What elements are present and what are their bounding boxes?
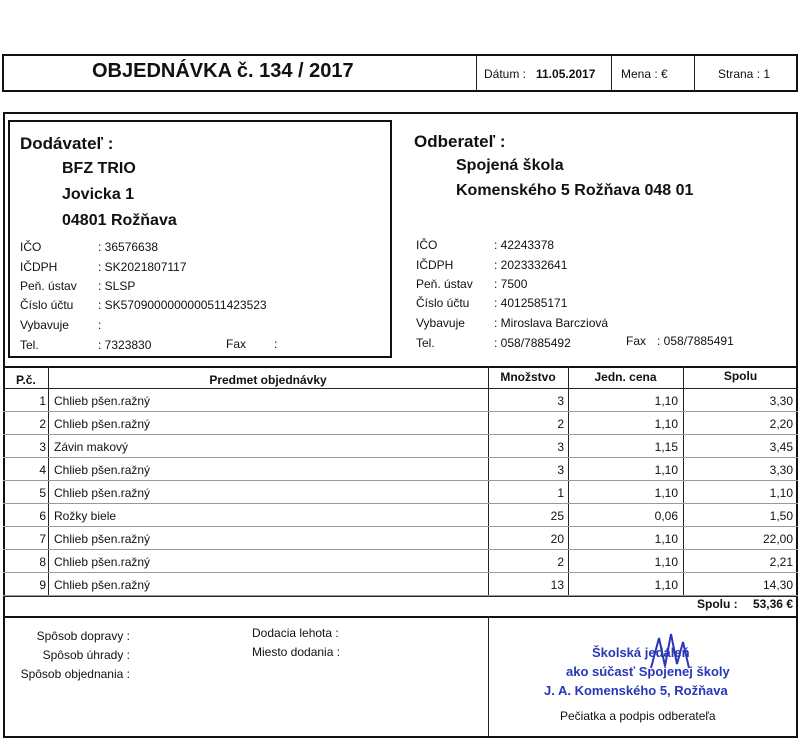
col-header-no: P.č.	[16, 373, 36, 387]
row-unit-price: 1,10	[654, 417, 678, 431]
row-total: 14,30	[762, 578, 793, 592]
date-label: Dátum :	[484, 67, 527, 81]
delivery-place-label: Miesto dodania :	[252, 645, 341, 659]
customer-account-value: : 4012585171	[494, 296, 568, 310]
row-total: 2,21	[769, 555, 793, 569]
supplier-bank-label: Peň. ústav	[20, 279, 77, 293]
row-unit-price: 0,06	[654, 509, 678, 523]
document-title: OBJEDNÁVKA č. 134 / 2017	[92, 60, 354, 82]
col-header-item: Predmet objednávky	[209, 373, 327, 387]
row-number: 8	[39, 555, 46, 569]
customer-bank-label: Peň. ústav	[416, 277, 473, 291]
row-number: 2	[39, 417, 46, 431]
row-number: 5	[39, 486, 46, 500]
supplier-phone-label: Tel.	[20, 338, 39, 352]
customer-ico-value: : 42243378	[494, 238, 555, 252]
col-header-qty: Množstvo	[500, 370, 556, 384]
row-number: 4	[39, 463, 46, 477]
row-number: 7	[39, 532, 46, 546]
row-unit-price: 1,10	[654, 532, 678, 546]
customer-handler-label: Vybavuje	[416, 316, 465, 330]
row-item: Rožky biele	[54, 509, 117, 523]
row-total: 2,20	[769, 417, 793, 431]
customer-fax-value: : 058/7885491	[657, 334, 734, 348]
row-item: Chlieb pšen.ražný	[54, 555, 151, 569]
customer-icdph-label: IČDPH	[416, 258, 454, 272]
delivery-term-label: Dodacia lehota :	[252, 626, 339, 640]
date-value: 11.05.2017	[536, 67, 596, 81]
customer-address: Komenského 5 Rožňava 048 01	[456, 182, 694, 199]
row-quantity: 25	[550, 509, 564, 523]
row-total: 1,50	[769, 509, 793, 523]
supplier-phone-value: : 7323830	[98, 338, 152, 352]
row-unit-price: 1,10	[654, 555, 678, 569]
customer-fax-label: Fax	[626, 334, 647, 348]
row-quantity: 3	[557, 463, 564, 477]
transport-label: Spôsob dopravy :	[36, 629, 130, 643]
signature-label: Pečiatka a podpis odberateľa	[560, 709, 716, 723]
supplier-account-value: : SK5709000000000511423523	[98, 298, 267, 312]
row-item: Chlieb pšen.ražný	[54, 578, 151, 592]
supplier-fax-value: :	[274, 337, 278, 351]
row-item: Závin makový	[54, 440, 129, 454]
supplier-icdph-label: IČDPH	[20, 260, 58, 274]
supplier-heading: Dodávateľ :	[20, 134, 114, 153]
row-total: 3,30	[769, 394, 793, 408]
payment-label: Spôsob úhrady :	[42, 648, 130, 662]
customer-handler-value: : Miroslava Barcziová	[494, 316, 609, 330]
row-quantity: 13	[550, 578, 564, 592]
supplier-ico-value: : 36576638	[98, 240, 159, 254]
customer-account-label: Číslo účtu	[416, 296, 470, 310]
row-unit-price: 1,10	[654, 394, 678, 408]
page-number: Strana : 1	[718, 67, 771, 81]
col-header-price: Jedn. cena	[594, 370, 657, 384]
supplier-fax-label: Fax	[226, 337, 247, 351]
customer-name: Spojená škola	[456, 157, 564, 174]
ordering-label: Spôsob objednania :	[20, 667, 130, 681]
row-unit-price: 1,10	[654, 486, 678, 500]
supplier-street: Jovicka 1	[62, 186, 135, 203]
supplier-name: BFZ TRIO	[62, 160, 136, 177]
supplier-handler-label: Vybavuje	[20, 318, 69, 332]
row-item: Chlieb pšen.ražný	[54, 417, 151, 431]
row-quantity: 3	[557, 394, 564, 408]
row-quantity: 2	[557, 417, 564, 431]
customer-phone-value: : 058/7885492	[494, 336, 571, 350]
currency: Mena : €	[621, 67, 668, 81]
row-unit-price: 1,10	[654, 463, 678, 477]
row-item: Chlieb pšen.ražný	[54, 486, 151, 500]
row-total: 3,30	[769, 463, 793, 477]
row-quantity: 2	[557, 555, 564, 569]
row-unit-price: 1,10	[654, 578, 678, 592]
customer-phone-label: Tel.	[416, 336, 435, 350]
col-header-total: Spolu	[723, 369, 758, 383]
row-quantity: 3	[557, 440, 564, 454]
row-number: 1	[39, 394, 46, 408]
row-unit-price: 1,15	[654, 440, 678, 454]
customer-heading: Odberateľ :	[414, 132, 506, 151]
customer-bank-value: : 7500	[494, 277, 528, 291]
row-number: 6	[39, 509, 46, 523]
stamp-line-3: J. A. Komenského 5, Rožňava	[544, 683, 728, 698]
supplier-city: 04801 Rožňava	[62, 212, 177, 229]
supplier-icdph-value: : SK2021807117	[98, 260, 187, 274]
row-item: Chlieb pšen.ražný	[54, 394, 151, 408]
row-item: Chlieb pšen.ražný	[54, 463, 151, 477]
row-item: Chlieb pšen.ražný	[54, 532, 151, 546]
stamp-line-2: ako súčasť Spojenej školy	[566, 664, 730, 679]
supplier-ico-label: IČO	[20, 240, 42, 254]
row-number: 9	[39, 578, 46, 592]
stamp-line-1: Školská jedáleň	[592, 645, 690, 660]
sum-value: 53,36 €	[752, 597, 793, 611]
row-number: 3	[39, 440, 46, 454]
supplier-handler-value: :	[98, 318, 102, 332]
row-total: 1,10	[769, 486, 793, 500]
row-total: 22,00	[762, 532, 793, 546]
supplier-account-label: Číslo účtu	[20, 298, 74, 312]
customer-icdph-value: : 2023332641	[494, 258, 568, 272]
sum-label: Spolu :	[697, 597, 738, 611]
row-quantity: 20	[550, 532, 564, 546]
customer-ico-label: IČO	[416, 238, 438, 252]
row-total: 3,45	[769, 440, 793, 454]
row-quantity: 1	[557, 486, 564, 500]
supplier-bank-value: : SLSP	[98, 279, 136, 293]
